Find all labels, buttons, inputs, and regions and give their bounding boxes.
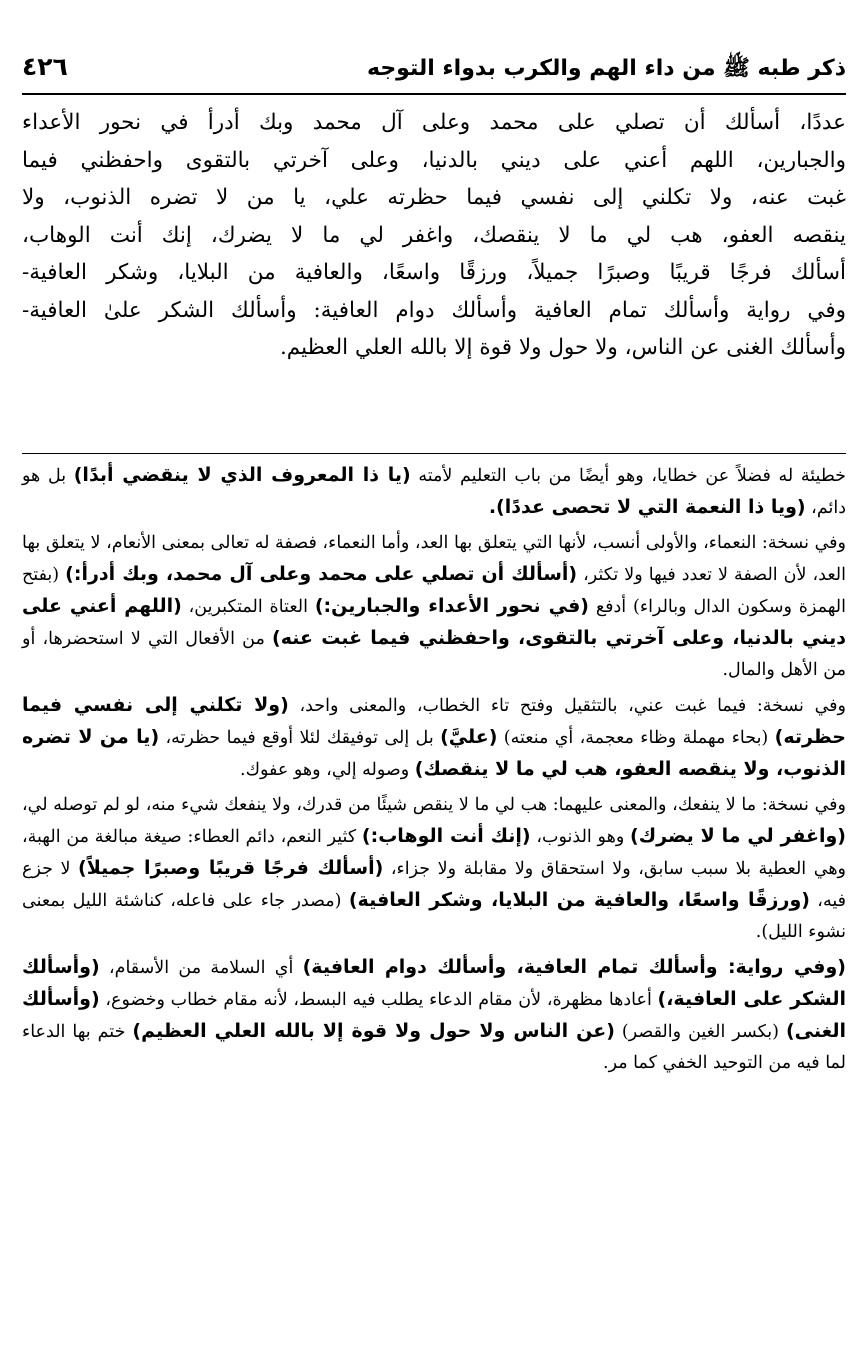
main-line: غبت عنه، ولا تكلني إلى نفسي فيما حظرته علي، يا من لا تضره الذنوب، ولا bbox=[22, 185, 846, 210]
quoted-hadith-text: (في نحور الأعداء والجبارين:) bbox=[314, 595, 589, 617]
commentary-text: أعادها مظهرة، لأن مقام الدعاء يطلب فيه البسط، لأنه مقام خطاب وخضوع، bbox=[99, 990, 658, 1010]
main-line: ينقصه العفو، هب لي ما لا ينقصك، واغفر لي ما لا يضرك، إنك أنت الوهاب، bbox=[22, 222, 846, 248]
commentary-paragraph bbox=[22, 460, 846, 524]
quoted-hadith-text: (واغفر لي ما لا يضرك) bbox=[630, 825, 846, 847]
commentary-text: بل هو دائم، bbox=[22, 466, 846, 518]
quoted-hadith-text: (ورزقًا واسعًا، والعافية من البلايا، وشكر العافية) bbox=[348, 889, 810, 911]
commentary-text: أي السلامة من الأسقام، bbox=[99, 958, 303, 978]
main-line: والجبارين، اللهم أعني على ديني بالدنيا، وعلى آخرتي بالتقوى واحفظني فيما bbox=[22, 147, 846, 173]
quoted-hadith-text: (أسألك فرجًا قريبًا وصبرًا جميلاً) bbox=[78, 857, 384, 879]
commentary-text: من الأفعال التي لا استحضرها، أو من الأهل والمال. bbox=[22, 629, 846, 680]
main-line: وفي رواية وأسألك تمام العافية وأسألك دوام العافية: وأسألك الشكر علىٰ العافية- bbox=[22, 297, 846, 323]
quoted-hadith-text: (إنك أنت الوهاب:) bbox=[361, 825, 531, 847]
commentary-text: (بحاء مهملة وظاء معجمة، أي منعته) bbox=[497, 728, 775, 748]
commentary-text: كثير النعم، دائم العطاء: صيغة مبالغة من الهبة، وهي العطية بلا سبب سابق، ولا استحقاق ولا مقابلة ولا جزاء، bbox=[22, 827, 846, 879]
commentary-text: ختم بها الدعاء لما فيه من التوحيد الخفي كما مر. bbox=[22, 1022, 846, 1073]
commentary-paragraph bbox=[22, 690, 846, 786]
commentary-text: وفي نسخة: النعماء، والأولى أنسب، لأنها التي يتعلق بها العد، وأما النعماء، فصفة له تعالى بمعنى الأنعام، لا يتعلق بها العد، لأن الصفة لا تعدد فيها ولا تكثر، bbox=[22, 533, 846, 585]
page-number: ٤٢٦ bbox=[22, 52, 68, 81]
main-line: وأسألك الغنى عن الناس، ولا حول ولا قوة إلا بالله العلي العظيم. bbox=[279, 335, 846, 360]
quoted-hadith-text: (وفي رواية: وأسألك تمام العافية، وأسألك دوام العافية) bbox=[302, 956, 846, 978]
commentary-text: وفي نسخة: فيما غبت عني، بالتثقيل وفتح تاء الخطاب، والمعنى واحد، bbox=[288, 696, 846, 716]
quoted-hadith-text: (عليَّ) bbox=[440, 726, 498, 748]
quoted-hadith-text: (وأسألك الشكر على العافية،) bbox=[22, 956, 846, 1010]
main-paragraph bbox=[22, 104, 846, 367]
quoted-hadith-text: (اللهم أعني على ديني بالدنيا، وعلى آخرتي بالتقوى، واحفظني فيما غبت عنه) bbox=[22, 595, 846, 649]
commentary-rule bbox=[22, 453, 846, 454]
commentary-text: وفي نسخة: ما لا ينفعك، والمعنى عليهما: هب لي ما لا ينقص شيئًا من قدرك، ولا ينفعك شيء منه، لو لم توصله لي، bbox=[22, 795, 846, 815]
main-text bbox=[22, 104, 846, 367]
main-line: عددًا، أسألك أن تصلي على محمد وعلى آل محمد وبك أدرأ في نحور الأعداء bbox=[22, 110, 846, 135]
commentary-text: العتاة المتكبرين، bbox=[181, 597, 315, 617]
commentary-text: وصوله إلي، وهو عفوك. bbox=[240, 760, 415, 780]
commentary-text: (مصدر جاء على فاعله، كناشئة الليل بمعنى نشوء الليل). bbox=[22, 891, 846, 942]
commentary-text: خطيئة له فضلاً عن خطايا، وهو أيضًا من باب التعليم لأمته bbox=[410, 466, 846, 486]
quoted-hadith-text: (وأسألك الغنى) bbox=[22, 988, 846, 1042]
quoted-hadith-text: (ولا تكلني إلى نفسي فيما حظرته) bbox=[22, 694, 847, 748]
quoted-hadith-text: (يا ذا المعروف الذي لا ينقضي أبدًا) bbox=[73, 464, 411, 486]
commentary bbox=[22, 460, 846, 1083]
quoted-hadith-text: (أسألك أن تصلي على محمد وعلى آل محمد، وبك أدرأ:) bbox=[65, 563, 578, 585]
commentary-text: لا جزع فيه، bbox=[22, 859, 846, 911]
quoted-hadith-text: (ويا ذا النعمة التي لا تحصى عددًا). bbox=[488, 496, 806, 518]
main-line: أسألك فرجًا قريبًا وصبرًا جميلاً، ورزقًا واسعًا، والعافية من البلايا، وشكر العافية- bbox=[22, 260, 846, 285]
commentary-text: بل إلى توفيقك لئلا أوقع فيما حظرته، bbox=[159, 728, 441, 748]
commentary-text: وهو الذنوب، bbox=[530, 827, 631, 847]
running-title: ذكر طبه ﷺ من داء الهم والكرب بدواء التوجه bbox=[366, 56, 846, 81]
commentary-paragraph bbox=[22, 528, 846, 686]
quoted-hadith-text: (يا من لا تضره الذنوب، ولا ينقصه العفو، هب لي ما لا ينقصك) bbox=[22, 726, 846, 780]
commentary-paragraph bbox=[22, 790, 846, 948]
commentary-text: (بكسر الغين والقصر) bbox=[614, 1022, 786, 1042]
commentary-paragraph bbox=[22, 952, 846, 1079]
header-rule bbox=[22, 93, 846, 95]
page-header bbox=[22, 52, 846, 92]
commentary-text: (بفتح الهمزة وسكون الدال وبالراء) أدفع bbox=[22, 565, 846, 617]
quoted-hadith-text: (عن الناس ولا حول ولا قوة إلا بالله العلي العظيم) bbox=[132, 1020, 615, 1042]
